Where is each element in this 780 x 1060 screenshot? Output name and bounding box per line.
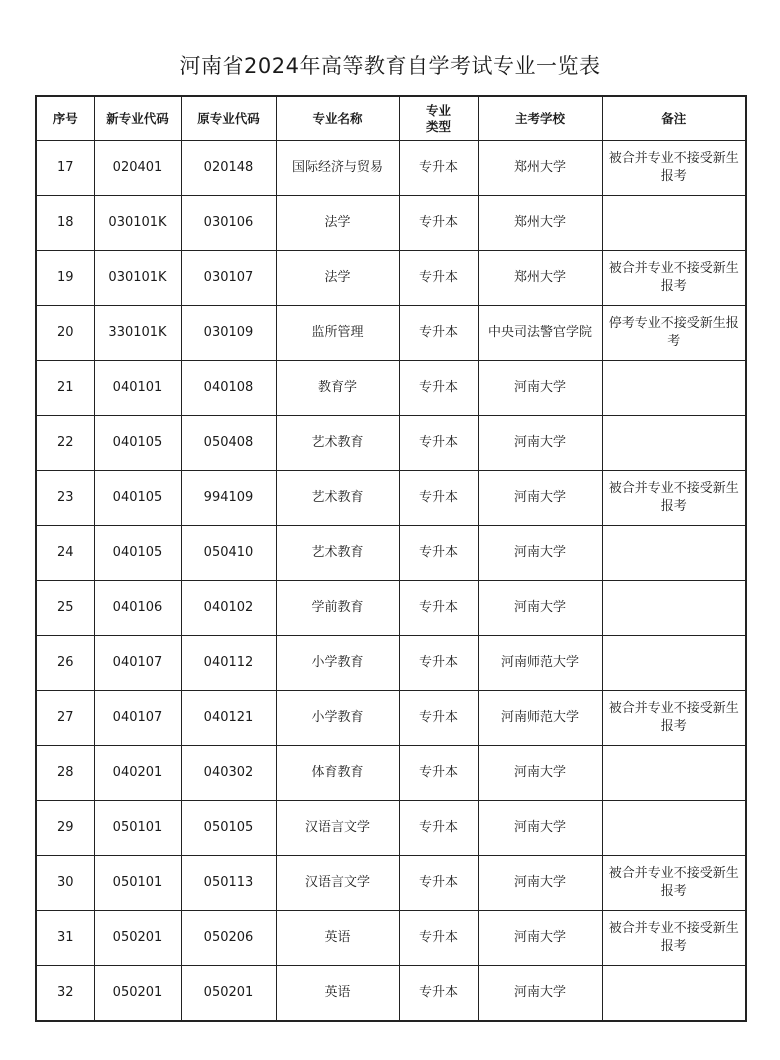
table-row <box>36 141 746 196</box>
cell-seq: 28 <box>36 746 94 801</box>
cell-major-name: 法学 <box>276 251 399 306</box>
cell-new-code: 050101 <box>94 856 181 911</box>
cell-school: 郑州大学 <box>478 196 602 251</box>
cell-seq: 27 <box>36 691 94 746</box>
cell-major-type: 专升本 <box>399 801 478 856</box>
cell-major-name: 法学 <box>276 196 399 251</box>
cell-note: 被合并专业不接受新生报考 <box>602 251 746 306</box>
cell-note: 被合并专业不接受新生报考 <box>602 911 746 966</box>
cell-major-type: 专升本 <box>399 581 478 636</box>
cell-new-code: 030101K <box>94 196 181 251</box>
cell-major-type: 专升本 <box>399 746 478 801</box>
cell-note <box>602 526 746 581</box>
cell-old-code: 040102 <box>181 581 276 636</box>
cell-note <box>602 581 746 636</box>
cell-new-code: 040201 <box>94 746 181 801</box>
cell-school: 河南大学 <box>478 856 602 911</box>
cell-school: 河南大学 <box>478 471 602 526</box>
header-major-type-line2: 类型 <box>425 118 451 134</box>
table-row <box>36 306 746 361</box>
cell-school: 河南大学 <box>478 361 602 416</box>
cell-seq: 23 <box>36 471 94 526</box>
cell-major-name: 监所管理 <box>276 306 399 361</box>
cell-major-type: 专升本 <box>399 251 478 306</box>
cell-major-type: 专升本 <box>399 361 478 416</box>
table-row <box>36 911 746 966</box>
cell-note: 被合并专业不接受新生报考 <box>602 471 746 526</box>
cell-school: 河南师范大学 <box>478 691 602 746</box>
cell-school: 河南大学 <box>478 911 602 966</box>
cell-major-type: 专升本 <box>399 471 478 526</box>
cell-old-code: 030107 <box>181 251 276 306</box>
cell-old-code: 050105 <box>181 801 276 856</box>
cell-note: 被合并专业不接受新生报考 <box>602 141 746 196</box>
cell-major-name: 汉语言文学 <box>276 856 399 911</box>
cell-new-code: 040106 <box>94 581 181 636</box>
cell-major-name: 小学教育 <box>276 636 399 691</box>
cell-major-type: 专升本 <box>399 141 478 196</box>
cell-major-name: 英语 <box>276 966 399 1022</box>
cell-seq: 21 <box>36 361 94 416</box>
cell-major-name: 英语 <box>276 911 399 966</box>
cell-school: 中央司法警官学院 <box>478 306 602 361</box>
cell-old-code: 040302 <box>181 746 276 801</box>
cell-note: 被合并专业不接受新生报考 <box>602 856 746 911</box>
cell-note: 停考专业不接受新生报考 <box>602 306 746 361</box>
cell-new-code: 330101K <box>94 306 181 361</box>
cell-major-type: 专升本 <box>399 636 478 691</box>
table-row <box>36 801 746 856</box>
cell-school: 河南大学 <box>478 966 602 1022</box>
cell-old-code: 994109 <box>181 471 276 526</box>
table-row <box>36 251 746 306</box>
cell-new-code: 040105 <box>94 471 181 526</box>
cell-new-code: 030101K <box>94 251 181 306</box>
table-body <box>36 141 746 1022</box>
header-major-type-line1: 专业 <box>425 102 451 118</box>
table-row <box>36 636 746 691</box>
cell-major-type: 专升本 <box>399 196 478 251</box>
cell-major-type: 专升本 <box>399 966 478 1022</box>
cell-school: 郑州大学 <box>478 251 602 306</box>
cell-seq: 19 <box>36 251 94 306</box>
table-row <box>36 471 746 526</box>
cell-school: 河南大学 <box>478 801 602 856</box>
cell-major-type: 专升本 <box>399 416 478 471</box>
cell-old-code: 030109 <box>181 306 276 361</box>
cell-new-code: 050101 <box>94 801 181 856</box>
header-seq: 序号 <box>36 96 94 141</box>
cell-old-code: 050410 <box>181 526 276 581</box>
page-title: 河南省2024年高等教育自学考试专业一览表 <box>179 54 601 78</box>
cell-new-code: 040107 <box>94 636 181 691</box>
cell-new-code: 040101 <box>94 361 181 416</box>
cell-old-code: 030106 <box>181 196 276 251</box>
cell-school: 河南大学 <box>478 746 602 801</box>
cell-major-type: 专升本 <box>399 306 478 361</box>
cell-new-code: 050201 <box>94 966 181 1022</box>
cell-note <box>602 361 746 416</box>
cell-seq: 31 <box>36 911 94 966</box>
cell-major-type: 专升本 <box>399 911 478 966</box>
cell-seq: 29 <box>36 801 94 856</box>
table-row <box>36 966 746 1022</box>
cell-major-name: 国际经济与贸易 <box>276 141 399 196</box>
table-row <box>36 196 746 251</box>
table-row <box>36 691 746 746</box>
header-old-code: 原专业代码 <box>181 96 276 141</box>
cell-note: 被合并专业不接受新生报考 <box>602 691 746 746</box>
table-row <box>36 361 746 416</box>
cell-school: 郑州大学 <box>478 141 602 196</box>
cell-major-type: 专升本 <box>399 691 478 746</box>
cell-note <box>602 416 746 471</box>
table-header-row <box>36 96 746 141</box>
cell-major-name: 艺术教育 <box>276 471 399 526</box>
cell-major-name: 体育教育 <box>276 746 399 801</box>
cell-major-name: 艺术教育 <box>276 416 399 471</box>
header-new-code: 新专业代码 <box>94 96 181 141</box>
cell-school: 河南师范大学 <box>478 636 602 691</box>
cell-major-name: 学前教育 <box>276 581 399 636</box>
cell-major-name: 汉语言文学 <box>276 801 399 856</box>
table-row <box>36 856 746 911</box>
cell-note <box>602 196 746 251</box>
cell-seq: 18 <box>36 196 94 251</box>
cell-major-type: 专升本 <box>399 526 478 581</box>
cell-seq: 22 <box>36 416 94 471</box>
cell-seq: 32 <box>36 966 94 1022</box>
header-major-type <box>399 96 478 141</box>
cell-new-code: 040107 <box>94 691 181 746</box>
cell-note <box>602 801 746 856</box>
cell-old-code: 050206 <box>181 911 276 966</box>
table-row <box>36 416 746 471</box>
header-school: 主考学校 <box>478 96 602 141</box>
cell-school: 河南大学 <box>478 526 602 581</box>
major-table <box>35 95 747 1022</box>
cell-old-code: 040112 <box>181 636 276 691</box>
cell-major-name: 小学教育 <box>276 691 399 746</box>
cell-seq: 26 <box>36 636 94 691</box>
cell-school: 河南大学 <box>478 581 602 636</box>
cell-old-code: 050201 <box>181 966 276 1022</box>
cell-old-code: 050408 <box>181 416 276 471</box>
cell-school: 河南大学 <box>478 416 602 471</box>
table-row <box>36 581 746 636</box>
header-note: 备注 <box>602 96 746 141</box>
table-row <box>36 746 746 801</box>
cell-old-code: 040121 <box>181 691 276 746</box>
cell-seq: 17 <box>36 141 94 196</box>
header-major-name: 专业名称 <box>276 96 399 141</box>
cell-major-name: 教育学 <box>276 361 399 416</box>
cell-old-code: 050113 <box>181 856 276 911</box>
cell-note <box>602 636 746 691</box>
table-row <box>36 526 746 581</box>
cell-new-code: 040105 <box>94 416 181 471</box>
cell-major-type: 专升本 <box>399 856 478 911</box>
cell-old-code: 020148 <box>181 141 276 196</box>
cell-old-code: 040108 <box>181 361 276 416</box>
cell-major-name: 艺术教育 <box>276 526 399 581</box>
cell-note <box>602 966 746 1022</box>
cell-seq: 20 <box>36 306 94 361</box>
cell-new-code: 040105 <box>94 526 181 581</box>
cell-new-code: 050201 <box>94 911 181 966</box>
cell-note <box>602 746 746 801</box>
cell-seq: 25 <box>36 581 94 636</box>
cell-seq: 30 <box>36 856 94 911</box>
cell-new-code: 020401 <box>94 141 181 196</box>
cell-seq: 24 <box>36 526 94 581</box>
